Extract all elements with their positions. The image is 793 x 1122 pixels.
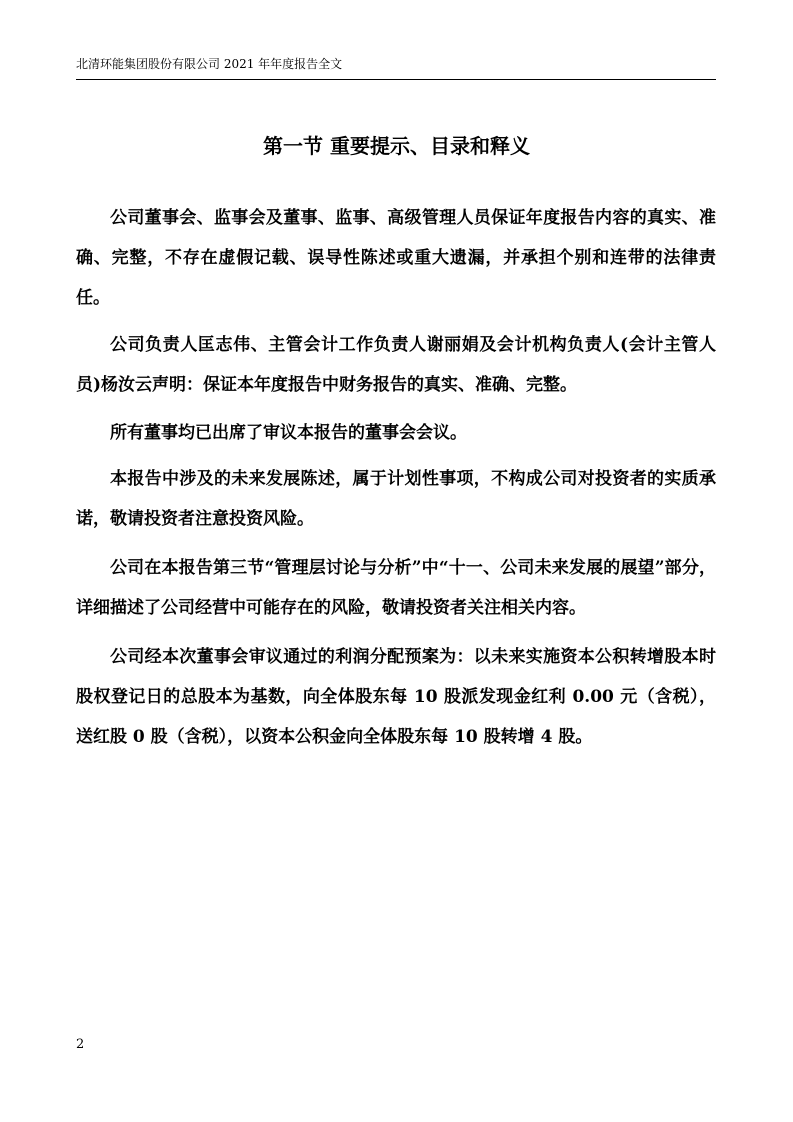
paragraph-board-guarantee: 公司董事会、监事会及董事、监事、高级管理人员保证年度报告内容的真实、准确、完整，不存在虚假记载、误导性陈述或重大遗漏，并承担个别和连带的法律责任。 <box>76 208 716 308</box>
section-title: 第一节 重要提示、目录和释义 <box>263 134 530 158</box>
page-number: 2 <box>76 1037 85 1052</box>
running-header: 北清环能集团股份有限公司 2021 年年度报告全文 <box>76 57 343 71</box>
paragraph-risk-notice: 公司在本报告第三节“管理层讨论与分析”中“十一、公司未来发展的展望”部分，详细描述了公司经营中可能存在的风险，敬请投资者关注相关内容。 <box>76 558 716 618</box>
paragraph-profit-distribution: 公司经本次董事会审议通过的利润分配预案为：以未来实施资本公积转增股本时股权登记日的总股本为基数，向全体股东每 10 股派发现金红利 0.00 元（含税），送红股 0 股（含税），以资本公积金向全体股东每 10 股转增 4 股。 <box>76 647 716 747</box>
header-divider <box>76 79 716 80</box>
paragraph-forward-looking: 本报告中涉及的未来发展陈述，属于计划性事项，不构成公司对投资者的实质承诺，敬请投资者注意投资风险。 <box>76 469 716 529</box>
paragraph-directors-attendance: 所有董事均已出席了审议本报告的董事会会议。 <box>110 423 467 443</box>
paragraph-responsible-persons: 公司负责人匡志伟、主管会计工作负责人谢丽娟及会计机构负责人(会计主管人员)杨汝云声明：保证本年度报告中财务报告的真实、准确、完整。 <box>76 335 716 395</box>
